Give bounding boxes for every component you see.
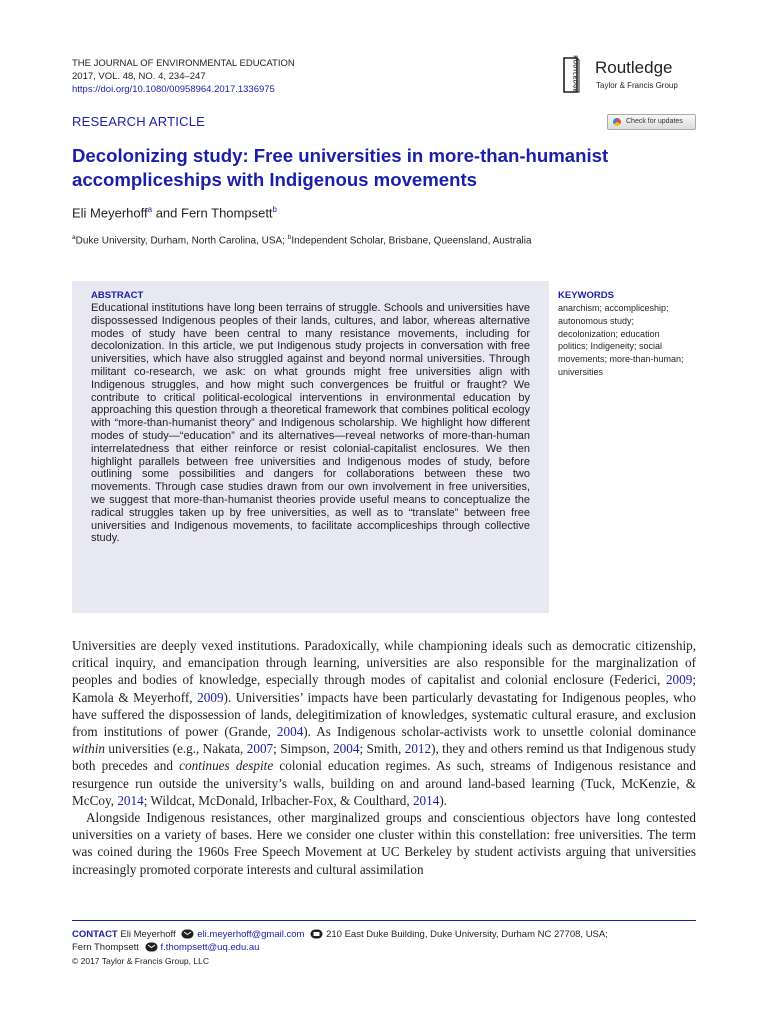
affiliations [72,234,532,246]
doi-link[interactable]: https://doi.org/10.1080/00958964.2017.1336975 [72,84,275,95]
author-joiner: and [152,205,182,221]
affiliation-marker: b [272,205,277,214]
check-updates-label: Check for updates [626,118,683,125]
email-icon [145,942,158,952]
address-icon [310,929,323,939]
affiliation: Duke University, Durham, North Carolina, USA; [75,235,288,247]
title-line: accompliceships with Indigenous movements [72,169,478,190]
abstract-heading: ABSTRACT [91,290,144,301]
affiliation-marker: a [72,234,76,241]
citation-link[interactable]: 2009 [665,672,693,688]
check-updates-icon [613,118,621,126]
contact-name: Fern Thompsett [72,942,139,953]
publisher-group: Taylor & Francis Group [596,81,678,90]
citation-link[interactable]: 2012 [404,741,432,757]
citation-link[interactable]: 2004 [276,724,304,740]
body-text [72,637,696,878]
citation-link[interactable]: 2007 [246,741,274,757]
copyright: © 2017 Taylor & Francis Group, LLC [72,956,209,966]
journal-info [72,57,295,96]
author-list [72,205,277,220]
citation-link[interactable]: 2014 [117,792,144,808]
abstract-text: Educational institutions have long been terrains of struggle. Schools and universities have dispossessed Indigenous peoples of their lands, cultures, and labor, whereas alternative modes of study have been central to many resistance movements, including for decolonization. In this article, we put Indigenous study projects in conversation with free universities, which have also struggled against and beyond normal universities. Through militant co-research, we ask: on what grounds might free universities align with Indigenous struggles, and how might such convergences be fruitful or fraught? We contribute to critical political-ecological interventions in environmental education by approaching this question through a theoretical framework that combines political ecology with “more-than-humanist theory” and Indigenous scholarship. We highlight how different modes of study—“education” and its alternatives—reveal networks of more-than-human interrelatedness that either reinforce or resist colonial-capitalist enclosures. We then highlight parallels between free universities and Indigenous modes of study, before outlining some possibilities and dangers for collaborations between these two movements. Through case studies drawn from our own involvement in free universities, we suggest that more-than-humanist theories provide useful means to conceptualize the radical struggles taken up by free universities, as well as to “translate” between free universities and Indigenous movements, to facilitate accompliceships through collective study. [91,302,530,545]
email-link[interactable]: f.thompsett@uq.edu.au [160,942,260,953]
publisher-logo [560,54,700,98]
journal-volume: 2017, VOL. 48, NO. 4, 234–247 [72,71,206,82]
journal-name: THE JOURNAL OF ENVIRONMENTAL EDUCATION [72,58,295,69]
affiliation-marker: b [287,234,292,241]
email-link[interactable]: eli.meyerhoff@gmail.com [197,929,305,940]
body-paragraph: Alongside Indigenous resistances, other marginalized groups and conscientious objectors have long contested universities on a variety of bases. Here we consider one cluster within this constellation: free universities. The term was coined during the 1960s Free Speech Movement at UC Berkeley by student activists arguing that universities increasingly promoted corporate interests and cultural assimilation [72,810,696,877]
footer-divider [72,920,696,921]
author-name[interactable]: Fern Thompsett [181,205,273,221]
affiliation: Independent Scholar, Brisbane, Queensland, Australia [291,235,532,247]
emphasis: within [72,741,105,757]
contact-name: Eli Meyerhoff [120,929,176,940]
contact-address: 210 East Duke Building, Duke University, Durham NC 27708, USA; [326,929,608,940]
email-icon [181,929,194,939]
contact-info [72,928,696,954]
citation-link[interactable]: 2009 [197,689,224,705]
keywords-heading: KEYWORDS [558,290,614,301]
article-title [72,144,692,192]
publisher-name: Routledge [595,58,673,77]
affiliation-marker: a [147,205,153,214]
author-name[interactable]: Eli Meyerhoff [72,205,148,221]
contact-label: CONTACT [72,929,118,940]
title-line: Decolonizing study: Free universities in more-than-humanist [72,145,609,166]
emphasis: continues despite [179,758,274,774]
check-updates-button[interactable] [607,114,696,130]
publisher-spine-text: ROUTLEDGE [571,55,578,93]
citation-link[interactable]: 2004 [333,741,360,757]
citation-link[interactable]: 2014 [412,792,440,808]
keywords-text: anarchism; accompliceship; autonomous study; decolonization; education politics; Indigeneity; social movements; more-than-human; universities [558,303,684,377]
body-paragraph: Universities are deeply vexed institutions. Paradoxically, while championing ideals such as democratic citizenship, critical inquiry, and emancipation through learning, universities are also responsible for the marginalization of peoples and bodies of knowledge, especially through modes of capitalist and colonial enclosure (Federici, 2009; Kamola & Meyerhoff, 2009). Universities’ impacts have been particularly devastating for Indigenous peoples, who have suffered the dispossession of lands, delegitimization of knowledges, systematic cultural erasure, and exclusion from institutions of power (Grande, 2004). As Indigenous scholar-activists work to unsettle colonial dominance within universities (e.g., Nakata, 2007; Simpson, 2004; Smith, 2012), they and others remind us that Indigenous study both precedes and continues despite colonial education regimes. As such, streams of Indigenous resistance and resurgence run outside the university’s walls, building on and around land-based learning (Tuck, McKenzie, & McCoy, 2014; Wildcat, McDonald, Irlbacher-Fox, & Coulthard, 2014). [72,638,697,808]
article-type: RESEARCH ARTICLE [72,114,205,129]
